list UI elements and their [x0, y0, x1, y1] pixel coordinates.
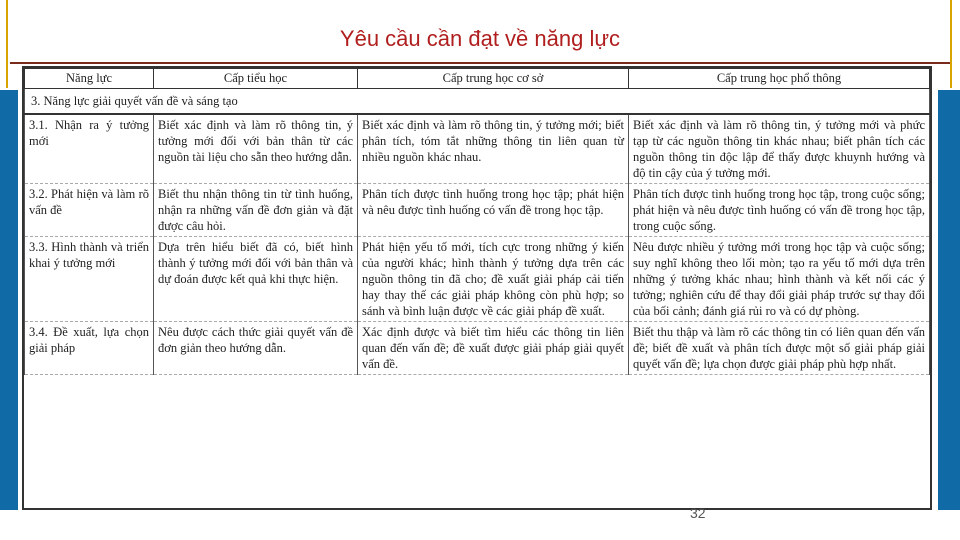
cell-primary: Nêu được cách thức giải quyết vấn đề đơn giản theo hướng dẫn. [154, 322, 358, 375]
page-number: 32 [690, 505, 706, 521]
header-competency: Năng lực [25, 69, 154, 89]
header-primary: Cấp tiểu học [154, 69, 358, 89]
cell-competency: 3.2. Phát hiện và làm rõ vấn đề [25, 184, 154, 237]
cell-upper-secondary: Biết thu thập và làm rõ các thông tin có liên quan đến vấn đề; biết đề xuất và phân tích được một số giải pháp giải quyết vấn đề; lựa chọn được giải pháp phù hợp nhất. [629, 322, 930, 375]
cell-lower-secondary: Biết xác định và làm rõ thông tin, ý tưởng mới; biết phân tích, tóm tắt những thông tin liên quan từ nhiều nguồn khác nhau. [358, 114, 629, 184]
group-label: 3. Năng lực giải quyết vấn đề và sáng tạo [25, 89, 930, 115]
left-accent-bar [0, 90, 18, 510]
right-accent-bar [938, 90, 960, 510]
slide-title: Yêu cầu cần đạt về năng lực [339, 26, 621, 51]
group-row [25, 89, 930, 115]
header-lower-secondary: Cấp trung học cơ sở [358, 69, 629, 89]
cell-competency: 3.4. Đề xuất, lựa chọn giải pháp [25, 322, 154, 375]
cell-lower-secondary: Phân tích được tình huống trong học tập; phát hiện và nêu được tình huống có vấn đề trong học tập. [358, 184, 629, 237]
competency-table [24, 68, 930, 375]
cell-primary: Dựa trên hiểu biết đã có, biết hình thành ý tưởng mới đối với bản thân và dự đoán được kết quả khi thực hiện. [154, 237, 358, 322]
competency-table-image [22, 66, 932, 510]
cell-upper-secondary: Nêu được nhiều ý tưởng mới trong học tập và cuộc sống; suy nghĩ không theo lối mòn; tạo ra yếu tố mới dựa trên những ý tưởng khác nhau; hình thành và kết nối các ý tưởng; nghiên cứu để thay đổi giải pháp trước sự thay đổi của bối cảnh; đánh giá rủi ro và có dự phòng. [629, 237, 930, 322]
table-row [25, 322, 930, 375]
header-rule [10, 62, 950, 64]
cell-lower-secondary: Xác định được và biết tìm hiểu các thông tin liên quan đến vấn đề; đề xuất được giải pháp giải quyết vấn đề. [358, 322, 629, 375]
table-row [25, 114, 930, 184]
header-upper-secondary: Cấp trung học phổ thông [629, 69, 930, 89]
table-header-row [25, 69, 930, 89]
cell-upper-secondary: Biết xác định và làm rõ thông tin, ý tưởng mới và phức tạp từ các nguồn thông tin khác nhau; biết phân tích các nguồn thông tin độc lập để thấy được khuynh hướng và độ tin cậy của ý tưởng mới. [629, 114, 930, 184]
cell-upper-secondary: Phân tích được tình huống trong học tập, trong cuộc sống; phát hiện và nêu được tình huống có vấn đề trong học tập, trong cuộc sống. [629, 184, 930, 237]
table-row [25, 184, 930, 237]
cell-competency: 3.3. Hình thành và triển khai ý tưởng mới [25, 237, 154, 322]
cell-competency: 3.1. Nhận ra ý tưởng mới [25, 114, 154, 184]
cell-primary: Biết thu nhận thông tin từ tình huống, nhận ra những vấn đề đơn giản và đặt được câu hỏi. [154, 184, 358, 237]
table-row [25, 237, 930, 322]
cell-primary: Biết xác định và làm rõ thông tin, ý tưởng mới đối với bản thân từ các nguồn tài liệu cho sẵn theo hướng dẫn. [154, 114, 358, 184]
cell-lower-secondary: Phát hiện yếu tố mới, tích cực trong những ý kiến của người khác; hình thành ý tưởng dựa trên các nguồn thông tin đã cho; đề xuất giải pháp cải tiến hay thay thế các giải pháp không còn phù hợp; so sánh và bình luận được về các giải pháp đề xuất. [358, 237, 629, 322]
